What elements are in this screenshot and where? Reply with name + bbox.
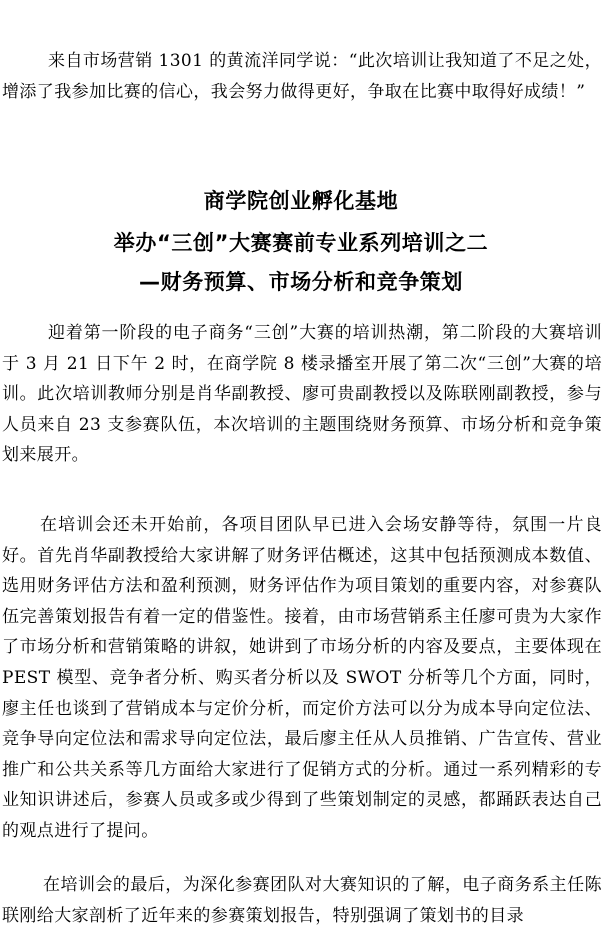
headline-line-1: 商学院创业孵化基地 [203,189,399,213]
headline-line-2: 举办“三创”大赛赛前专业系列培训之二 [113,231,489,255]
headline-line-3: —财务预算、市场分析和竞争策划 [139,270,463,294]
body-paragraph: 在培训会还未开始前，各项目团队早已进入会场安静等待，氛围一片良好。首先肖华副教授给大家讲解了财务评估概述，这其中包括预测成本数值、选用财务评估方法和盈利预测，财务评估作为项目策划的重要内容，对参赛队伍完善策划报告有着一定的借鉴性。接着，由市场营销系主任廖可贵为大家作了市场分析和营销策略的讲叙，她讲到了市场分析的内容及要点，主要体现在 PEST 模型、竞争者分析、购买者分析以及 SWOT 分析等几个方面，同时，廖主任也谈到了营销成本与定价分析，而定价方法可以分为成本导向定位法、竞争导向定位法和需求导向定位法，最后廖主任从人员推销、广告宣传、营业推广和公共关系等几方面给大家进行了促销方式的分析。通过一系列精彩的专业知识讲述后，参赛人员或多或少得到了些策划制定的灵感，都踊跃表达自己的观点进行了提问。 [2,515,602,841]
body-paragraph: 迎着第一阶段的电子商务“三创”大赛的培训热潮，第二阶段的大赛培训于 3 月 21 日下午 2 时，在商学院 8 楼录播室开展了第二次“三创”大赛的培训。此次培训教师分别是肖华副教授、廖可贵副教授以及陈联刚副教授，参与人员来自 23 支参赛队伍，本次培训的主题围绕财务预算、市场分析和竞争策划来展开。 [2,323,602,466]
body-paragraph: 在培训会的最后，为深化参赛团队对大赛知识的了解，电子商务系主任陈联刚给大家剖析了近年来的参赛策划报告，特别强调了策划书的目录 [2,875,602,926]
testimonial-paragraph: 来自市场营销 1301 的黄流洋同学说：“此次培训让我知道了不足之处，增添了我参加比赛的信心，我会努力做得更好，争取在比赛中取得好成绩！” [2,51,602,102]
